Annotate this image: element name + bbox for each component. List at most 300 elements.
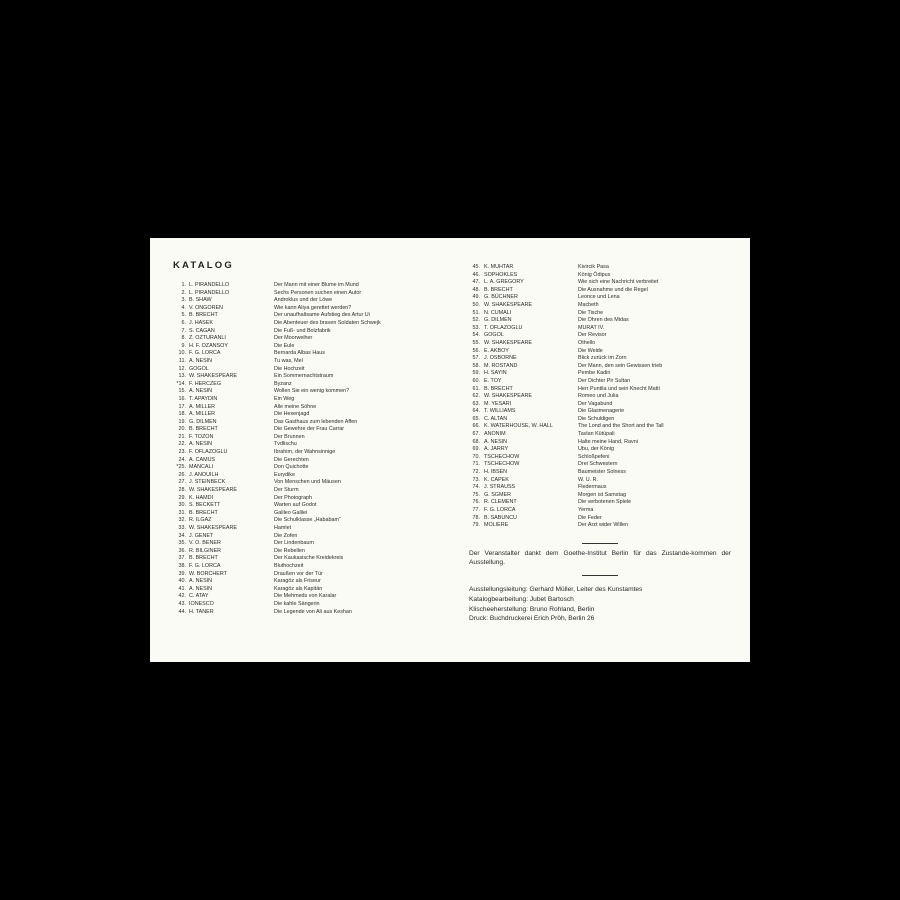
entry-author: K. WATERHOUSE, W. HALL: [484, 423, 553, 430]
catalog-entry: [170, 449, 420, 457]
entry-work: Romeo und Julia: [578, 393, 619, 400]
entry-work: Wie sich eine Nachricht verbreitet: [578, 279, 659, 286]
entry-number: 44.: [178, 608, 186, 615]
entry-number: 55.: [472, 339, 480, 346]
entry-work: Karagöz als Kapitän: [274, 585, 323, 592]
entry-author: K. MUHTAR: [484, 264, 514, 270]
entry-author: Z. OZTURANLI: [189, 335, 226, 342]
entry-number: 59.: [472, 370, 480, 377]
catalog-entry: [170, 290, 420, 298]
entry-number: 79.: [472, 522, 480, 529]
entry-author: H. SAYIN: [484, 370, 507, 377]
entry-number: 54.: [472, 332, 480, 339]
entry-work: Der Sturm: [274, 487, 299, 494]
entry-number: 37.: [178, 555, 186, 562]
catalog-entry: [170, 540, 420, 548]
entry-number: 12.: [178, 365, 186, 372]
entry-work: Die Tische: [578, 309, 604, 316]
entry-author: ANONIM: [484, 431, 506, 438]
entry-number: 51.: [472, 309, 480, 316]
entry-author: TSCHECHOW: [484, 453, 520, 460]
entry-work: Die Ausnahme und die Regel: [578, 286, 648, 293]
entry-work: Othello: [578, 339, 596, 346]
catalog-entry: [466, 484, 746, 492]
catalog-entry: [170, 343, 420, 351]
entry-author: G. SGMER: [484, 491, 511, 498]
entry-author: GOGOL: [484, 332, 504, 339]
catalog-entry: [170, 305, 420, 313]
catalog-entry: [170, 328, 420, 336]
catalog-entry: [170, 388, 420, 396]
entry-work: Leonce und Lena: [578, 294, 620, 301]
entry-number: 78.: [472, 514, 480, 521]
entry-author: M. YESARI: [484, 400, 512, 407]
entry-work: Der Photograph: [274, 494, 313, 501]
catalog-entry: [170, 563, 420, 571]
catalog-entry: [466, 302, 746, 310]
catalog-entry: [170, 350, 420, 358]
entry-number: 66.: [472, 423, 480, 430]
catalog-entry: [170, 609, 420, 617]
catalog-entry: [170, 517, 420, 525]
entry-number: 48.: [472, 286, 480, 293]
entry-work: Yerma: [578, 507, 594, 513]
entry-author: K. HAMDI: [189, 494, 213, 501]
entry-author: S. CAGAN: [189, 327, 215, 334]
entry-work: Der Moorweiher: [274, 335, 313, 342]
entry-number: 7.: [181, 327, 186, 334]
catalog-entry: [170, 472, 420, 480]
catalog-entry: [170, 358, 420, 366]
entry-author: MOLIERE: [484, 522, 509, 529]
entry-number: 47.: [472, 279, 480, 286]
entry-author: G. DILMEN: [484, 317, 512, 324]
entry-work: Halte meine Hand, Ravni: [578, 438, 638, 445]
entry-author: J. OSBORNE: [484, 355, 517, 362]
catalog-entry: [466, 461, 746, 469]
entry-author: A. NESIN: [189, 357, 213, 364]
credit-line: Ausstellungsleitung: Gerhard Müller, Leiter des Kunstamtes: [469, 586, 643, 593]
entry-number: 16.: [178, 395, 186, 402]
entry-author: F. G. LORCA: [189, 350, 221, 357]
entry-author: W. SHAKESPEARE: [189, 373, 237, 380]
entry-author: W. SHAKESPEARE: [484, 393, 532, 400]
entry-number: 10.: [178, 350, 186, 357]
catalog-entry: [170, 312, 420, 320]
entry-author: A. NESIN: [189, 585, 213, 592]
catalog-entry: [170, 487, 420, 495]
catalog-title: KATALOG: [173, 260, 234, 271]
entry-number: 23.: [178, 449, 186, 456]
entry-work: Die Legende von Ali aus Keshan: [274, 608, 352, 615]
entry-author: W. SHAKESPEARE: [189, 487, 237, 494]
entry-work: Herr Puntila und sein Knecht Matti: [578, 385, 660, 392]
entry-work: Hamlet: [274, 525, 292, 531]
entry-author: G. BÜCHNER: [484, 294, 518, 301]
entry-author: K. CAPEK: [484, 476, 509, 483]
credits-block: [469, 585, 739, 624]
entry-author: J. STEINBECK: [189, 479, 226, 486]
catalog-entry: [170, 373, 420, 381]
entry-number: 45.: [472, 264, 480, 270]
entry-author: A. NESIN: [189, 388, 213, 395]
entry-work: Don Quichotte: [274, 464, 309, 471]
entry-number: 36.: [178, 547, 186, 554]
entry-author: W. SHAKESPEARE: [189, 525, 237, 531]
entry-number: 56.: [472, 347, 480, 354]
entry-number: 71.: [472, 461, 480, 468]
entry-work: W. U. R.: [578, 476, 599, 483]
entry-number: 20.: [178, 426, 186, 433]
entry-number: 68.: [472, 438, 480, 445]
entry-work: Der Brunnen: [274, 433, 305, 440]
entry-author: L. A. GREGORY: [484, 279, 524, 286]
entry-work: Die Weide: [578, 347, 603, 354]
entry-number: 21.: [178, 433, 186, 440]
catalog-entry: [466, 431, 746, 439]
entry-number: 62.: [472, 393, 480, 400]
catalog-entry: [170, 555, 420, 563]
entry-number: 4.: [181, 304, 186, 311]
entry-author: A. NESIN: [189, 441, 213, 448]
catalog-entry: [466, 340, 746, 348]
entry-author: T. OFLAZOGLU: [484, 324, 523, 331]
entry-author: R. BILGINER: [189, 547, 222, 554]
catalog-entry: [170, 366, 420, 374]
entry-author: W. SHAKESPEARE: [484, 339, 532, 346]
entry-number: 53.: [472, 324, 480, 331]
entry-author: A. JARRY: [484, 446, 509, 453]
credit-line: Katalogbearbeitung: Jubet Bartosch: [469, 595, 574, 603]
entry-work: Die verbotenen Spiele: [578, 499, 632, 506]
entry-number: 50.: [472, 301, 480, 308]
entry-number: 26.: [178, 471, 186, 478]
entry-number: 67.: [472, 431, 480, 438]
entry-number: 57.: [472, 355, 480, 362]
entry-author: F. G. LORCA: [189, 562, 221, 569]
entry-work: Alle meine Söhne: [274, 403, 317, 410]
entry-author: B. SHAW: [189, 297, 212, 304]
entry-work: Die Hochzeit: [274, 365, 305, 372]
entry-work: Galileo Galilei: [274, 509, 308, 516]
entry-work: Die Glasmenagerie: [578, 408, 625, 415]
entry-work: Wie kann Aliya gerettet werden?: [274, 304, 352, 311]
entry-author: S. BECKETT: [189, 502, 221, 509]
entry-author: GOGOL: [189, 365, 209, 372]
entry-number: 30.: [178, 502, 186, 509]
entry-number: 33.: [178, 525, 186, 531]
entry-number: 63.: [472, 400, 480, 407]
entry-number: 43.: [178, 600, 186, 607]
entry-author: A. NESIN: [484, 438, 508, 445]
entry-author: F. TOZON: [189, 433, 214, 440]
entry-work: Der Dichter Pir Sultan: [578, 377, 631, 384]
entry-work: Die Zofen: [274, 532, 298, 539]
entry-work: Der Mann, den sein Gewissen trieb: [578, 362, 663, 369]
entry-author: IONESCO: [189, 600, 214, 607]
catalog-entry: [170, 548, 420, 556]
entry-work: Sechs Personen suchen einen Autor: [274, 289, 362, 296]
entry-work: Draußen vor der Tür: [274, 570, 323, 577]
entry-number: 72.: [472, 469, 480, 476]
entry-author: TSCHECHOW: [484, 461, 520, 468]
entry-work: Ubu, der König: [578, 446, 614, 453]
entry-author: G. DILMEN: [189, 418, 217, 425]
entry-work: Die Feder: [578, 514, 602, 521]
entry-work: Der unaufhaltsame Aufstieg des Artur Ui: [274, 312, 370, 319]
entry-author: A. CAMUS: [189, 456, 216, 463]
entry-number: 52.: [472, 317, 480, 324]
catalog-entry: [466, 401, 746, 409]
entry-work: Der Lindenbaum: [274, 540, 314, 547]
entry-work: Die Ohren des Midas: [578, 317, 629, 324]
credit-line: Klischeeherstellung: Bruno Rohland, Berlin: [469, 605, 595, 613]
entry-number: 8.: [181, 335, 186, 342]
catalog-entry: [466, 279, 746, 287]
entry-work: Wollen Sie ein wenig kommen?: [274, 388, 350, 395]
entry-number: 24.: [178, 456, 186, 463]
entry-work: Die Eule: [274, 342, 295, 349]
catalog-entry: [466, 294, 746, 302]
catalog-entry: [170, 396, 420, 404]
catalog-entry: [466, 386, 746, 394]
catalog-entry: [170, 495, 420, 503]
catalog-entry: [170, 601, 420, 609]
entry-number: 69.: [472, 446, 480, 453]
catalog-entry: [466, 348, 746, 356]
entry-work: Der Revisor: [578, 332, 607, 339]
entry-number: 74.: [472, 484, 480, 491]
catalog-entry: [466, 332, 746, 340]
catalog-entry: [170, 404, 420, 412]
catalog-entry: [466, 416, 746, 424]
entry-author: F. G. LORCA: [484, 507, 516, 513]
entry-number: 38.: [178, 562, 186, 569]
entry-number: 13.: [178, 373, 186, 380]
entry-author: F. OFLAZOGLU: [189, 449, 228, 456]
catalog-entry: [466, 317, 746, 325]
entry-author: M. ROSTAND: [484, 362, 518, 369]
entry-number: 28.: [178, 487, 186, 494]
entry-work: Baumeister Solness: [578, 469, 626, 476]
entry-author: V. O. BENER: [189, 540, 221, 547]
entry-work: Die Hexenjagd: [274, 411, 310, 418]
entry-work: Morgen ist Samstag: [578, 491, 626, 498]
entry-work: Fledermaus: [578, 484, 607, 491]
entry-author: L. PIRANDELLO: [189, 282, 230, 288]
entry-author: B. SABUNCU: [484, 514, 517, 521]
entry-work: Die Gewehre der Frau Carrar: [274, 426, 345, 433]
entry-work: Der Kaukasische Kreidekreis: [274, 555, 344, 562]
catalog-list-left: [170, 282, 420, 616]
entry-author: W. BORCHERT: [189, 570, 227, 577]
catalog-entry: [466, 325, 746, 333]
catalog-entry: [170, 578, 420, 586]
catalog-list-right: [466, 264, 746, 530]
entry-number: 2.: [181, 289, 186, 296]
entry-number: 40.: [178, 578, 186, 585]
catalog-entry: [466, 477, 746, 485]
entry-number: 35.: [178, 540, 186, 547]
catalog-entry: [170, 571, 420, 579]
entry-number: 32.: [178, 517, 186, 524]
catalog-entry: [170, 426, 420, 434]
catalog-entry: [170, 479, 420, 487]
entry-work: The Lond and the Short and the Tall: [578, 423, 664, 430]
catalog-entry: [466, 355, 746, 363]
entry-work: Ein Sommernachtstraum: [274, 373, 334, 380]
entry-author: W. SHAKESPEARE: [484, 301, 532, 308]
catalog-entry: [170, 434, 420, 442]
entry-work: Ibrahim, der Wahnsinnige: [274, 449, 336, 456]
entry-author: B. BRECHT: [484, 286, 513, 293]
entry-number: 6.: [181, 319, 186, 326]
entry-number: 5.: [181, 312, 186, 319]
entry-author: H. TANER: [189, 608, 214, 615]
entry-work: Von Menschen und Mäusen: [274, 479, 341, 486]
entry-work: MURAT IV.: [578, 324, 605, 331]
catalog-entry: [466, 393, 746, 401]
entry-author: C. ATAY: [189, 593, 209, 600]
entry-author: J. STRAUSS: [484, 484, 516, 491]
catalog-entry: [170, 282, 420, 290]
catalog-entry: [466, 492, 746, 500]
entry-work: Der Mann mit einer Blume im Mund: [274, 282, 359, 288]
entry-work: Drei Schwestern: [578, 461, 618, 468]
entry-number: 31.: [178, 509, 186, 516]
catalog-entry: [466, 423, 746, 431]
entry-author: L. PIRANDELLO: [189, 289, 230, 296]
entry-work: Bluthochzeit: [274, 562, 304, 569]
entry-number: 77.: [472, 507, 480, 513]
catalog-entry: [170, 297, 420, 305]
catalog-entry: [170, 533, 420, 541]
catalog-entry: [466, 446, 746, 454]
entry-number: 9.: [181, 342, 186, 349]
catalog-entry: [170, 464, 420, 472]
catalog-entry: [466, 507, 746, 515]
entry-author: SOPHOKLES: [484, 271, 518, 278]
entry-author: N. CUMALI: [484, 309, 512, 316]
entry-work: Bernarda Albas Haus: [274, 350, 325, 357]
entry-number: *14.: [176, 380, 186, 387]
catalog-entry: [466, 454, 746, 462]
entry-work: Eurydike: [274, 471, 295, 478]
entry-work: Ein Weg: [274, 395, 295, 402]
entry-number: 46.: [472, 271, 480, 278]
catalog-entry: [466, 408, 746, 416]
entry-number: 64.: [472, 408, 480, 415]
entry-author: C. ALTAN: [484, 415, 508, 422]
catalog-entry: [170, 510, 420, 518]
entry-author: E. AKBOY: [484, 347, 509, 354]
entry-work: Die Fuß- und Bolzfabrik: [274, 327, 331, 334]
entry-work: König Ödipus: [578, 271, 611, 278]
catalog-entry: [170, 381, 420, 389]
catalog-entry: [466, 499, 746, 507]
catalog-entry: [170, 335, 420, 343]
catalog-entry: [170, 502, 420, 510]
entry-work: Kivircik Pasa: [578, 264, 609, 270]
entry-number: 15.: [178, 388, 186, 395]
entry-number: 41.: [178, 585, 186, 592]
entry-work: Die Schuldigen: [578, 415, 615, 422]
catalog-entry: [170, 411, 420, 419]
entry-author: T. APAYDIN: [189, 395, 218, 402]
entry-work: Die Rebellen: [274, 547, 305, 554]
entry-work: Blick zurück im Zorn: [578, 355, 627, 362]
entry-work: Der Vagabund: [578, 400, 613, 407]
entry-work: Macbeth: [578, 301, 599, 308]
entry-author: B. BRECHT: [189, 426, 218, 433]
entry-work: Der Arzt wider Willen: [578, 522, 629, 529]
entry-author: F. HERCZEG: [189, 380, 222, 387]
divider-rule: [582, 575, 618, 576]
entry-number: 42.: [178, 593, 186, 600]
entry-number: 61.: [472, 385, 480, 392]
catalog-entry: [170, 320, 420, 328]
entry-number: 75.: [472, 491, 480, 498]
entry-author: T. WILLIAMS: [484, 408, 516, 415]
entry-work: Tvdlischu: [274, 441, 297, 448]
catalog-entry: [466, 310, 746, 318]
catalog-entry: [170, 593, 420, 601]
entry-work: Das Gasthaus zum lebenden Affen: [274, 418, 358, 425]
acknowledgement-text: Der Veranstalter dankt dem Goethe-Institut Berlin für das Zustande-kommen der Ausstellung.: [469, 550, 731, 567]
entry-work: Die Mehmeds von Karalar: [274, 593, 337, 600]
divider-rule: [582, 543, 618, 544]
entry-author: A. NESIN: [189, 578, 213, 585]
entry-number: 60.: [472, 377, 480, 384]
entry-author: H. IBSEN: [484, 469, 508, 476]
catalog-entry: [466, 378, 746, 386]
catalog-entry: [466, 439, 746, 447]
entry-number: *25.: [176, 464, 186, 471]
entry-number: 19.: [178, 418, 186, 425]
entry-number: 49.: [472, 294, 480, 301]
entry-author: MANCALI: [189, 464, 213, 471]
entry-number: 11.: [178, 357, 186, 364]
catalog-entry: [466, 515, 746, 523]
catalog-entry: [466, 363, 746, 371]
entry-work: Karagöz als Friseur: [274, 578, 321, 585]
entry-number: 34.: [178, 532, 186, 539]
entry-work: Die Abenteuer des braven Soldaten Schwejk: [274, 319, 381, 326]
entry-number: 70.: [472, 453, 480, 460]
entry-number: 73.: [472, 476, 480, 483]
entry-author: J. ANOUILH: [189, 471, 219, 478]
catalog-entry: [466, 264, 746, 272]
entry-number: 58.: [472, 362, 480, 369]
catalog-page: [150, 238, 750, 662]
entry-work: Pembe Kadin: [578, 370, 611, 377]
catalog-entry: [170, 457, 420, 465]
entry-number: 18.: [178, 411, 186, 418]
entry-work: Androklus und der Löwe: [274, 297, 333, 304]
entry-work: Schloßpefeni: [578, 453, 610, 460]
entry-work: Die Gerechten: [274, 456, 309, 463]
catalog-entry: [170, 525, 420, 533]
entry-author: J. HASEK: [189, 319, 213, 326]
entry-number: 65.: [472, 415, 480, 422]
entry-number: 1.: [181, 282, 186, 288]
entry-author: B. BRECHT: [189, 555, 218, 562]
entry-work: Byzanz: [274, 380, 292, 387]
entry-number: 22.: [178, 441, 186, 448]
entry-author: E. TOY: [484, 377, 502, 384]
entry-work: Die Schulklasse „Hababam“: [274, 517, 341, 524]
credit-line: Druck: Buchdruckerei Erich Pröh, Berlin 26: [469, 615, 595, 623]
